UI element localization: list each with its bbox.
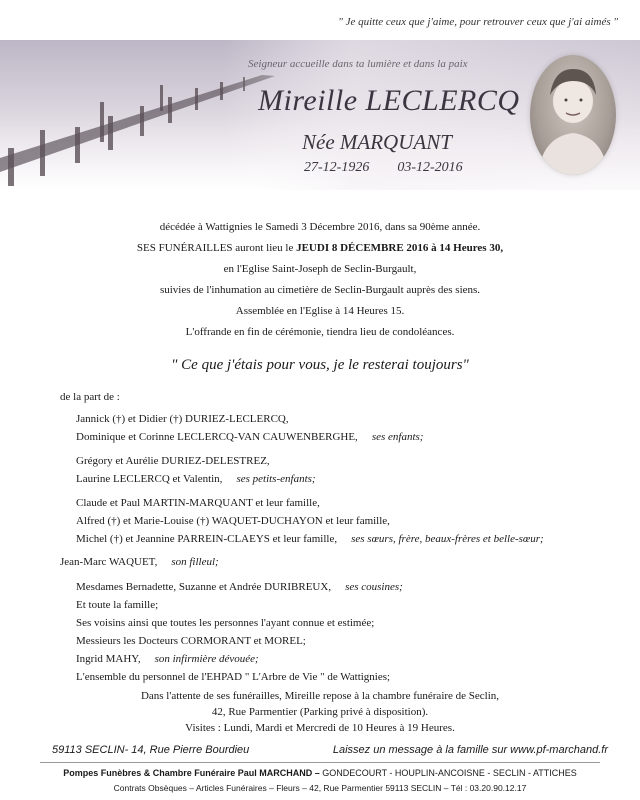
announcement-line-2: SES FUNÉRAILLES auront lieu le JEUDI 8 DÉCEMBRE 2016 à 14 Heures 30, bbox=[136, 242, 504, 254]
portrait-figure bbox=[530, 55, 616, 175]
family-line: Michel (†) et Jeannine PARREIN-CLAEYS et leur famille, ses sœurs, frère, beaux-frères et belle-sœur; bbox=[76, 533, 544, 545]
announcement-line-4: suivies de l'inhumation au cimetière de Seclin-Burgault auprès des siens. bbox=[159, 284, 481, 296]
repose-line-1: Dans l'attente de ses funérailles, Mireille repose à la chambre funéraire de Seclin, bbox=[140, 690, 500, 702]
family-line: Mesdames Bernadette, Suzanne et Andrée DURIBREUX, ses cousines; bbox=[76, 581, 403, 593]
portrait-photo bbox=[530, 55, 616, 175]
family-line: Jannick (†) et Didier (†) DURIEZ-LECLERCQ, bbox=[76, 413, 289, 425]
announcement-line-5: Assemblée en l'Eglise à 14 Heures 15. bbox=[235, 305, 405, 317]
funeral-home-address: 59113 SECLIN- 14, Rue Pierre Bourdieu bbox=[52, 744, 250, 756]
deceased-name: Mireille LECLERCQ bbox=[258, 84, 520, 117]
family-line: Jean-Marc WAQUET, son filleul; bbox=[60, 556, 219, 568]
memorial-quote: " Ce que j'étais pour vous, je le resterai toujours" bbox=[171, 357, 469, 373]
family-line: Dominique et Corinne LECLERCQ-VAN CAUWENBERGHE, ses enfants; bbox=[76, 431, 424, 443]
life-dates bbox=[304, 160, 491, 176]
footer-divider bbox=[40, 762, 600, 763]
family-line: Laurine LECLERCQ et Valentin, ses petits-enfants; bbox=[76, 473, 316, 485]
maiden-name: Née MARQUANT bbox=[302, 130, 452, 154]
family-line: Ingrid MAHY, son infirmière dévouée; bbox=[76, 653, 259, 665]
family-line: Et toute la famille; bbox=[76, 599, 159, 611]
banner-subtitle: Seigneur accueille dans ta lumière et dans la paix bbox=[248, 58, 468, 70]
family-line: Messieurs les Docteurs CORMORANT et MOREL; bbox=[76, 635, 306, 647]
death-date: 03-12-2016 bbox=[397, 160, 463, 175]
family-intro: de la part de : bbox=[60, 391, 120, 403]
birth-date: 27-12-1926 bbox=[304, 160, 370, 175]
family-line: Ses voisins ainsi que toutes les personnes l'ayant connue et estimée; bbox=[76, 617, 375, 629]
family-line: Grégory et Aurélie DURIEZ-DELESTREZ, bbox=[76, 455, 270, 467]
repose-line-2: 42, Rue Parmentier (Parking privé à disposition). bbox=[211, 706, 429, 718]
repose-info bbox=[60, 688, 580, 736]
family-line: Claude et Paul MARTIN-MARQUANT et leur famille, bbox=[76, 497, 320, 509]
announcement-line-6: L'offrande en fin de cérémonie, tiendra lieu de condoléances. bbox=[185, 326, 455, 338]
website-message[interactable]: Laissez un message à la famille sur www.pf-marchand.fr bbox=[332, 744, 608, 756]
family-line: L'ensemble du personnel de l'EHPAD " L'Arbre de Vie " de Wattignies; bbox=[76, 671, 391, 683]
contact-line: Contrats Obsèques – Articles Funéraires – Fleurs – 42, Rue Parmentier 59113 SECLIN – Tél : 03.20.90.12.17 bbox=[113, 783, 527, 793]
company-line: Pompes Funèbres & Chambre Funéraire Paul MARCHAND – GONDECOURT - HOUPLIN-ANCOISNE - SECLIN - ATTICHES bbox=[63, 768, 577, 778]
announcement-line-3: en l'Eglise Saint-Joseph de Seclin-Burgault, bbox=[223, 263, 417, 275]
top-quote: " Je quitte ceux que j'aime, pour retrouver ceux que j'ai aimés " bbox=[338, 16, 618, 28]
announcement-line-1: décédée à Wattignies le Samedi 3 Décembre 2016, dans sa 90ème année. bbox=[159, 221, 481, 233]
announcement bbox=[60, 217, 580, 343]
family-line: Alfred (†) et Marie-Louise (†) WAQUET-DUCHAYON et leur famille, bbox=[76, 515, 390, 527]
repose-line-3: Visites : Lundi, Mardi et Mercredi de 10 Heures à 19 Heures. bbox=[185, 722, 455, 734]
